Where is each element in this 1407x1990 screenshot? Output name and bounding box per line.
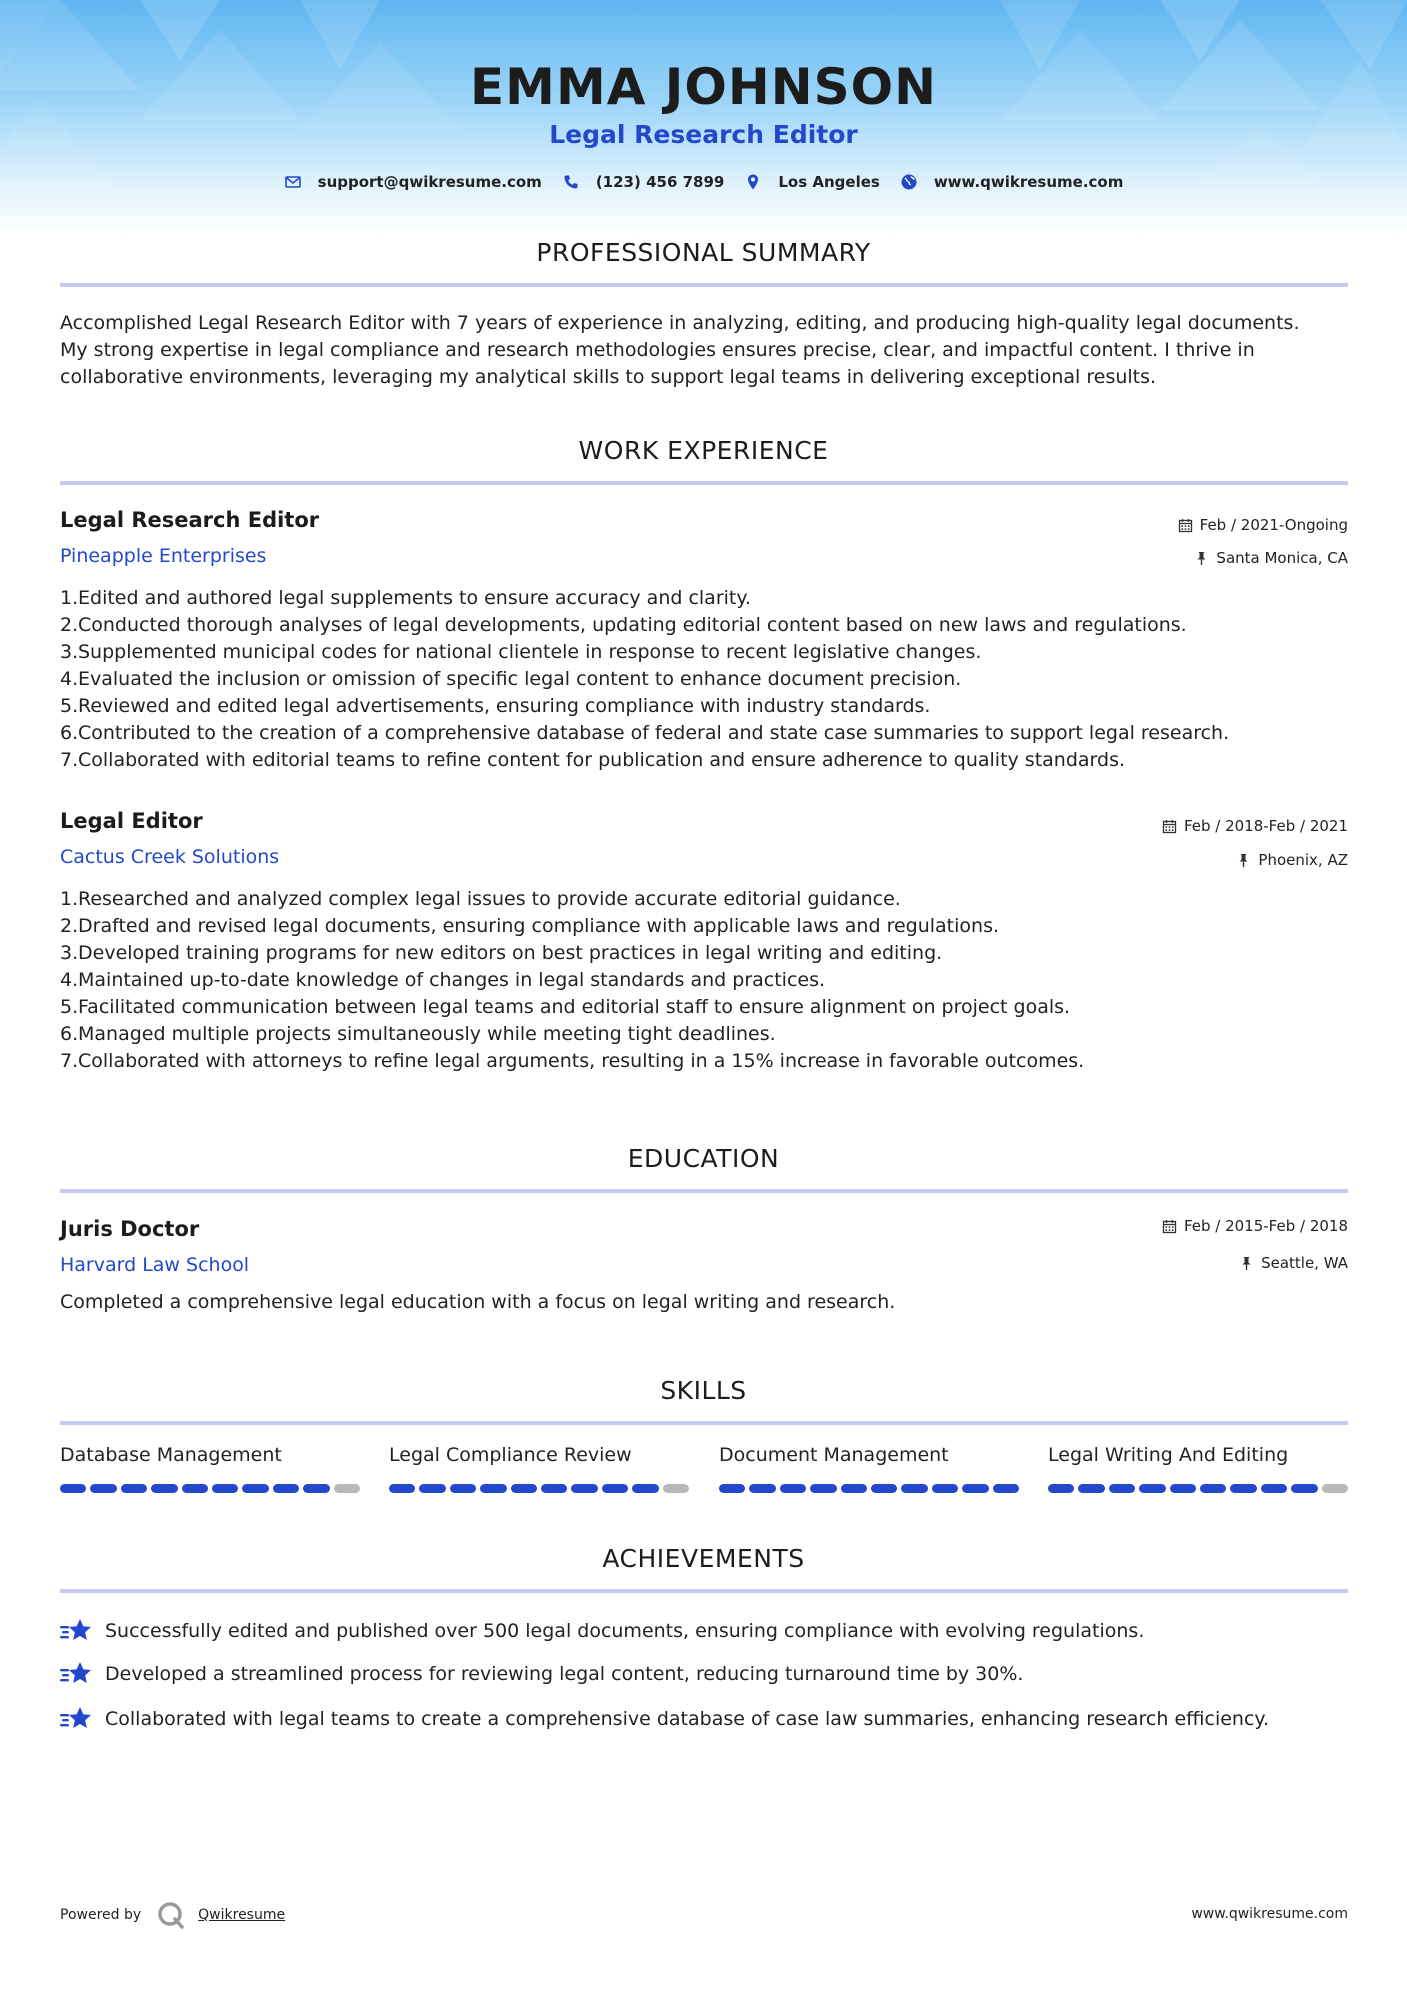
skill-segment-filled: [1139, 1484, 1165, 1493]
summary-text: [60, 310, 1348, 391]
achievement-item: [60, 1617, 1348, 1645]
skill-segment-filled: [419, 1484, 445, 1493]
skill-segment-filled: [121, 1484, 147, 1493]
education-school: Harvard Law School: [60, 1254, 250, 1276]
job-company: Cactus Creek Solutions: [60, 846, 280, 868]
skill-segment-filled: [182, 1484, 208, 1493]
skill-segment-filled: [450, 1484, 476, 1493]
skill-item: [60, 1444, 360, 1466]
skill-segment-empty: [1322, 1484, 1348, 1493]
skill-segment-filled: [993, 1484, 1019, 1493]
skill-name: Document Management: [719, 1444, 949, 1466]
skill-item: [719, 1444, 1019, 1466]
contact-phone-text: (123) 456 7899: [595, 173, 725, 191]
phone-icon: [562, 173, 580, 191]
list-item: 2. Drafted and revised legal documents, ensuring compliance with applicable laws and regulations.: [60, 915, 1000, 937]
job-dates: [1178, 516, 1348, 534]
skill-segment-filled: [901, 1484, 927, 1493]
skill-segment-filled: [962, 1484, 988, 1493]
skill-name: Legal Writing And Editing: [1048, 1444, 1289, 1466]
job-location: [1236, 851, 1348, 869]
list-item: 3. Developed training programs for new editors on best practices in legal writing and editing.: [60, 942, 943, 964]
list-item: 2. Conducted thorough analyses of legal developments, updating editorial content based on new laws and regulations.: [60, 614, 1187, 636]
list-item: 1. Edited and authored legal supplements to ensure accuracy and clarity.: [60, 587, 751, 609]
skills-heading: SKILLS: [660, 1376, 747, 1405]
experience-heading: WORK EXPERIENCE: [578, 436, 829, 465]
powered-by-label: Powered by: [60, 1907, 142, 1923]
skill-segment-filled: [1078, 1484, 1104, 1493]
calendar-icon: [1162, 819, 1177, 834]
skill-segment-empty: [663, 1484, 689, 1493]
list-item: 6. Managed multiple projects simultaneously while meeting tight deadlines.: [60, 1023, 776, 1045]
skill-segment-filled: [719, 1484, 745, 1493]
education-dates-text: Feb / 2015-Feb / 2018: [1183, 1217, 1348, 1235]
skill-segment-filled: [602, 1484, 628, 1493]
job-location: [1194, 549, 1348, 567]
achievements-heading: ACHIEVEMENTS: [602, 1544, 805, 1573]
job-dates-text: Feb / 2018-Feb / 2021: [1183, 817, 1348, 835]
skill-segment-filled: [1200, 1484, 1226, 1493]
skill-segment-empty: [334, 1484, 360, 1493]
skill-segment-filled: [151, 1484, 177, 1493]
calendar-icon: [1178, 518, 1193, 533]
skill-segment-filled: [273, 1484, 299, 1493]
contact-location: [744, 173, 879, 191]
list-item: 7. Collaborated with attorneys to refine legal arguments, resulting in a 15% increase in favorable outcomes.: [60, 1050, 1085, 1072]
candidate-name: EMMA JOHNSON: [470, 58, 937, 116]
skill-level-bar: [60, 1484, 360, 1493]
education-dates: [1162, 1217, 1348, 1235]
list-item: 4. Maintained up-to-date knowledge of changes in legal standards and practices.: [60, 969, 826, 991]
skill-segment-filled: [303, 1484, 329, 1493]
achievement-text: Developed a streamlined process for reviewing legal content, reducing turnaround time by 30%.: [105, 1663, 1024, 1685]
skill-segment-filled: [1261, 1484, 1287, 1493]
achievement-text: Collaborated with legal teams to create a comprehensive database of case law summaries, enhancing research efficiency.: [105, 1708, 1269, 1730]
skill-segment-filled: [389, 1484, 415, 1493]
summary-line: Accomplished Legal Research Editor with 7 years of experience in analyzing, editing, and producing high-quality legal documents.: [60, 312, 1300, 334]
qwikresume-logo: [156, 1900, 186, 1930]
envelope-icon: [284, 173, 302, 191]
skill-segment-filled: [1230, 1484, 1256, 1493]
skill-segment-filled: [1291, 1484, 1317, 1493]
section-divider: [60, 283, 1348, 287]
star-icon: [60, 1660, 92, 1688]
skill-segment-filled: [810, 1484, 836, 1493]
footer-website[interactable]: www.qwikresume.com: [1191, 1906, 1348, 1922]
skill-segment-filled: [1048, 1484, 1074, 1493]
skill-level-bar: [389, 1484, 689, 1493]
skill-segment-filled: [749, 1484, 775, 1493]
summary-line: collaborative environments, leveraging my analytical skills to support legal teams in delivering exceptional results.: [60, 366, 1157, 388]
pushpin-icon: [1194, 551, 1209, 566]
skill-item: [1048, 1444, 1348, 1466]
contact-website[interactable]: [900, 173, 1124, 191]
star-icon: [60, 1705, 92, 1733]
skill-segment-filled: [780, 1484, 806, 1493]
education-heading: EDUCATION: [627, 1144, 780, 1173]
skill-level-bar: [1048, 1484, 1348, 1493]
education-location: [1239, 1254, 1348, 1272]
star-icon: [60, 1617, 92, 1645]
pushpin-icon: [1239, 1256, 1254, 1271]
achievement-item: [60, 1660, 1348, 1688]
job-location-text: Phoenix, AZ: [1258, 851, 1348, 869]
skill-segment-filled: [841, 1484, 867, 1493]
job-bullets: [60, 585, 1348, 774]
skill-segment-filled: [511, 1484, 537, 1493]
skill-name: Database Management: [60, 1444, 282, 1466]
job-dates-text: Feb / 2021-Ongoing: [1199, 516, 1348, 534]
summary-line: My strong expertise in legal compliance and research methodologies ensures precise, clear, and impactful content. I thrive in: [60, 339, 1255, 361]
map-pin-icon: [744, 173, 762, 191]
list-item: 1. Researched and analyzed complex legal issues to provide accurate editorial guidance.: [60, 888, 901, 910]
skill-segment-filled: [1170, 1484, 1196, 1493]
skill-segment-filled: [632, 1484, 658, 1493]
skill-segment-filled: [480, 1484, 506, 1493]
job-dates: [1162, 817, 1348, 835]
calendar-icon: [1162, 1219, 1177, 1234]
candidate-title: Legal Research Editor: [549, 120, 858, 149]
contact-phone[interactable]: [562, 173, 725, 191]
job-title: Legal Editor: [60, 809, 203, 833]
skill-name: Legal Compliance Review: [389, 1444, 632, 1466]
list-item: 4. Evaluated the inclusion or omission of specific legal content to enhance document precision.: [60, 668, 962, 690]
skill-segment-filled: [871, 1484, 897, 1493]
skill-segment-filled: [1109, 1484, 1135, 1493]
skill-level-bar: [719, 1484, 1019, 1493]
section-divider: [60, 1589, 1348, 1593]
job-title: Legal Research Editor: [60, 508, 320, 532]
list-item: 5. Reviewed and edited legal advertisements, ensuring compliance with industry standards.: [60, 695, 931, 717]
pushpin-icon: [1236, 853, 1251, 868]
education-location-text: Seattle, WA: [1261, 1254, 1348, 1272]
skill-segment-filled: [932, 1484, 958, 1493]
education-description: Completed a comprehensive legal education with a focus on legal writing and research.: [60, 1291, 896, 1313]
contact-email[interactable]: [284, 173, 542, 191]
globe-icon: [900, 173, 918, 191]
skill-segment-filled: [60, 1484, 86, 1493]
skill-segment-filled: [90, 1484, 116, 1493]
job-company: Pineapple Enterprises: [60, 545, 267, 567]
qwikresume-link[interactable]: Qwikresume: [198, 1907, 286, 1923]
skill-segment-filled: [212, 1484, 238, 1493]
summary-heading: PROFESSIONAL SUMMARY: [536, 238, 871, 267]
skill-segment-filled: [541, 1484, 567, 1493]
skill-item: [389, 1444, 689, 1466]
job-location-text: Santa Monica, CA: [1216, 549, 1348, 567]
contact-location-text: Los Angeles: [778, 173, 880, 191]
list-item: 5. Facilitated communication between legal teams and editorial staff to ensure alignment on project goals.: [60, 996, 1071, 1018]
list-item: 3. Supplemented municipal codes for national clientele in response to recent legislative changes.: [60, 641, 982, 663]
triangle-pattern-background: [0, 0, 1407, 235]
section-divider: [60, 481, 1348, 485]
contact-website-text: www.qwikresume.com: [933, 173, 1124, 191]
job-bullets: [60, 886, 1348, 1075]
list-item: 7. Collaborated with editorial teams to refine content for publication and ensure adherence to quality standards.: [60, 749, 1126, 771]
list-item: 6. Contributed to the creation of a comprehensive database of federal and state case summaries to support legal research.: [60, 722, 1230, 744]
achievement-text: Successfully edited and published over 500 legal documents, ensuring compliance with evolving regulations.: [105, 1620, 1145, 1642]
education-degree: Juris Doctor: [60, 1217, 200, 1241]
skill-segment-filled: [242, 1484, 268, 1493]
section-divider: [60, 1189, 1348, 1193]
skill-segment-filled: [571, 1484, 597, 1493]
contact-email-text: support@qwikresume.com: [317, 173, 542, 191]
achievement-item: [60, 1705, 1348, 1733]
footer-powered-by: [60, 1900, 285, 1930]
section-divider: [60, 1421, 1348, 1425]
header-banner: [0, 0, 1407, 235]
skills-grid: [60, 1444, 1348, 1504]
contact-bar: [0, 173, 1407, 191]
